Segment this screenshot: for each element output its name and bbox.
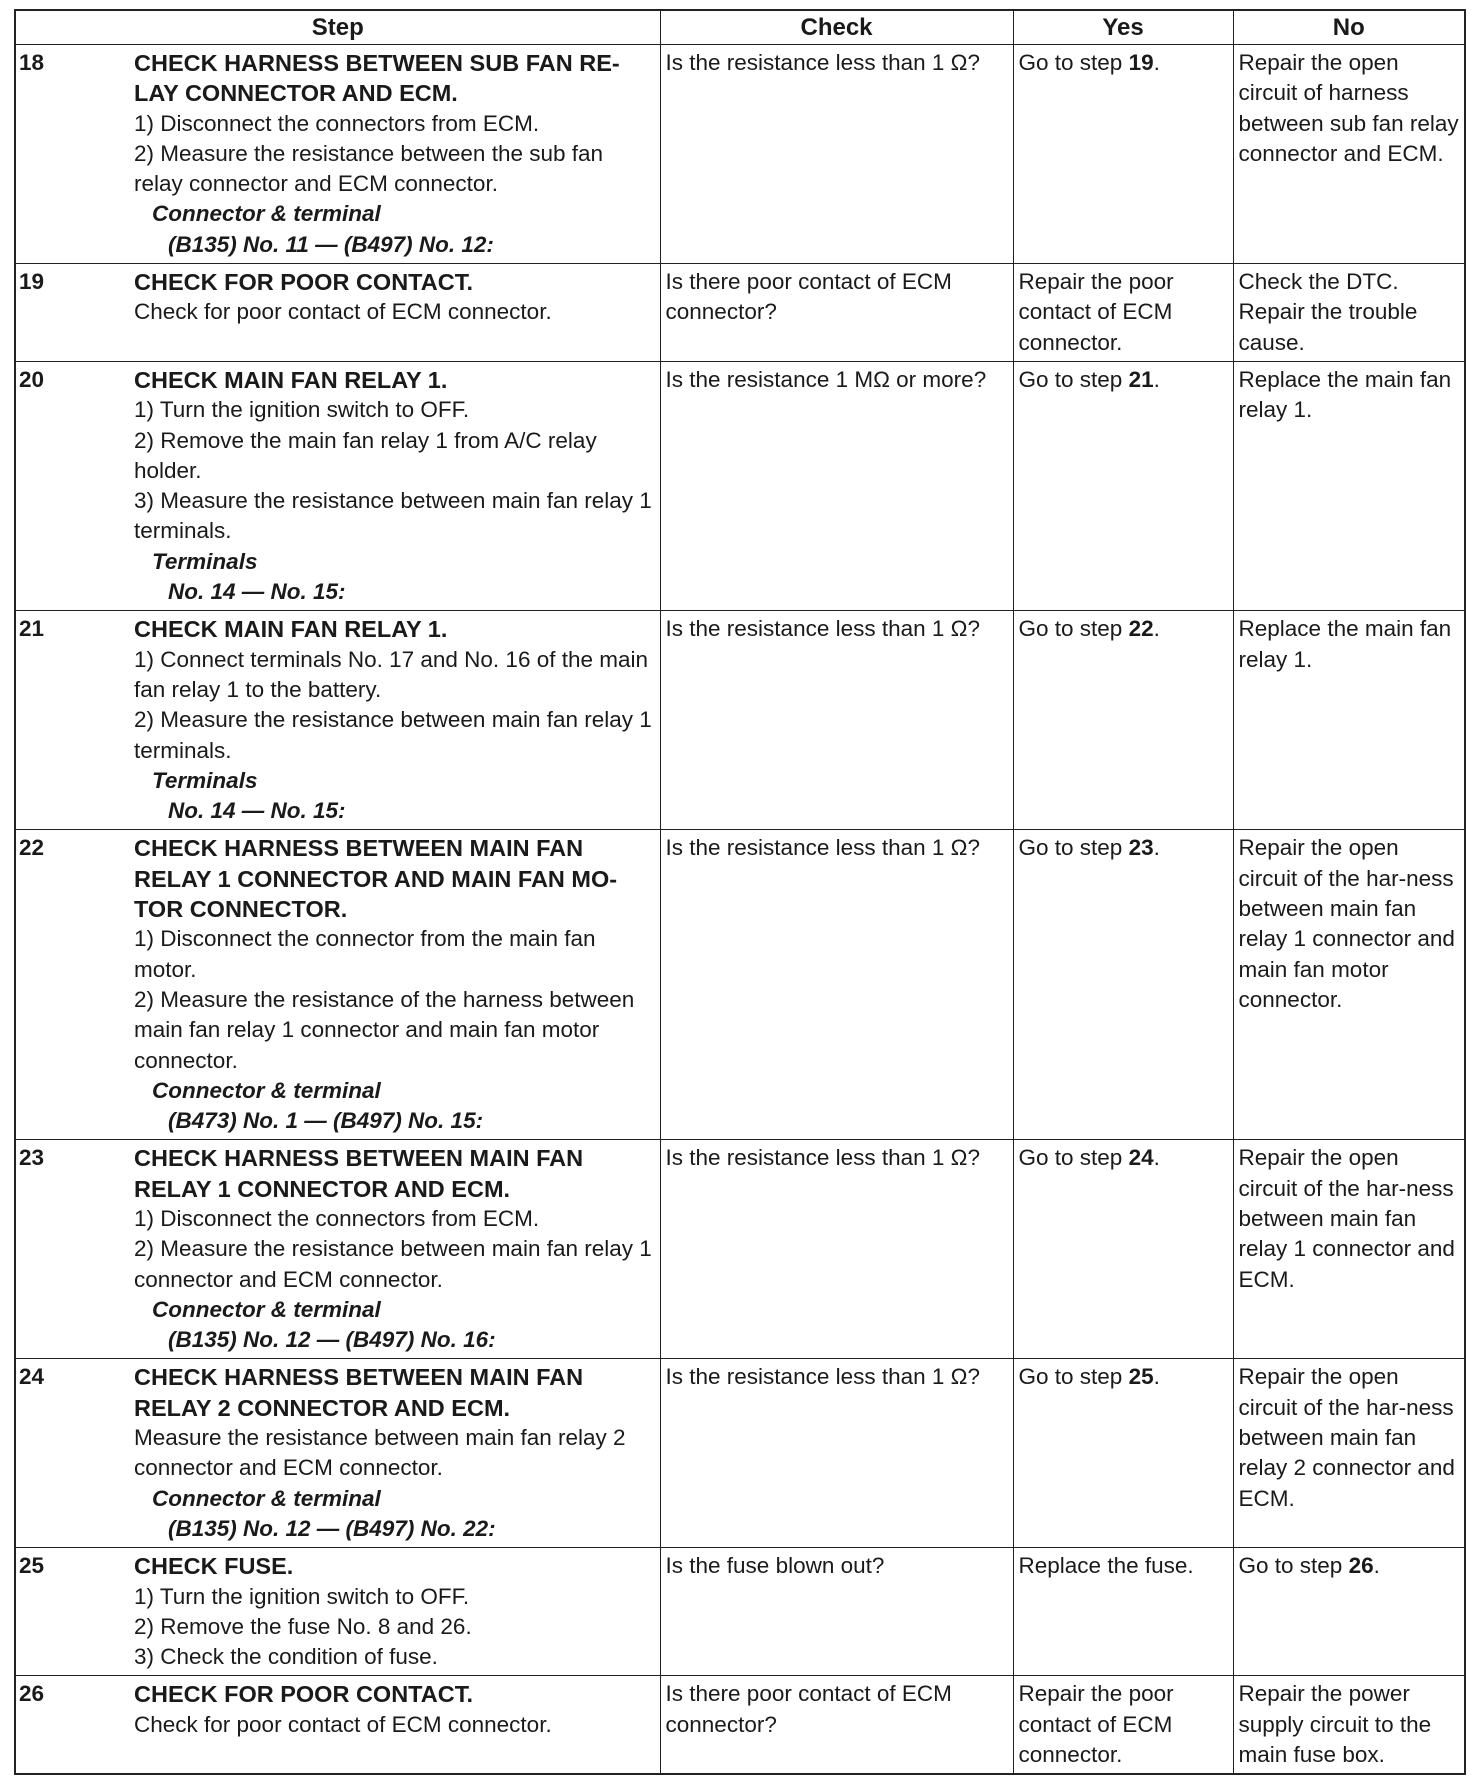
table-row [15,1548,1465,1676]
spec-value: No. 14 — No. 15: [168,579,346,605]
step-description [132,264,660,362]
yes-step-ref: 22 [1128,616,1154,642]
yes-prefix: Go to step [1018,1364,1129,1390]
spec-value: (B135) No. 12 — (B497) No. 16: [168,1327,496,1353]
step-instruction: 2) Measure the resistance of the harness between main fan relay 1 connector and main fan motor connector. [134,986,635,1073]
spec-label: Terminals [152,548,258,574]
step-instruction: 1) Connect terminals No. 17 and No. 16 of the main fan relay 1 to the battery. [134,646,649,702]
no-text: Repair the open circuit of the har-ness between main fan relay 1 connector and main fan motor connector. [1238,835,1455,1012]
step-instruction: 1) Disconnect the connector from the main fan motor. [134,926,596,982]
step-number: 25 [15,1548,132,1676]
yes-action [1013,45,1233,264]
spec-value: (B473) No. 1 — (B497) No. 15: [168,1108,484,1134]
yes-suffix: . [1153,616,1160,642]
no-text: Repair the open circuit of harness between sub fan relay connector and ECM. [1238,50,1459,166]
step-title: CHECK FOR POOR CONTACT. [134,269,474,296]
step-number: 23 [15,1140,132,1359]
table-row [15,264,1465,362]
check-question: Is the resistance less than 1 Ω? [660,830,1013,1140]
table-row [15,1676,1465,1774]
no-action [1233,1359,1465,1548]
step-description [132,361,660,610]
step-description [132,1548,660,1676]
step-description [132,1359,660,1548]
header-yes: Yes [1013,10,1233,45]
step-number: 18 [15,45,132,264]
header-check: Check [660,10,1013,45]
table-row [15,1140,1465,1359]
step-number: 19 [15,264,132,362]
yes-step-ref: 24 [1128,1145,1154,1171]
no-action [1233,611,1465,830]
step-title: CHECK MAIN FAN RELAY 1. [134,616,448,643]
no-text: Replace the main fan relay 1. [1238,366,1452,423]
step-title: CHECK FUSE. [134,1553,294,1580]
step-instruction: 1) Turn the ignition switch to OFF. [134,1583,470,1609]
spec-value: No. 14 — No. 15: [168,798,346,824]
step-description [132,45,660,264]
table-row [15,611,1465,830]
no-prefix: Go to step [1238,1553,1349,1579]
table-row [15,1359,1465,1548]
no-action [1233,361,1465,610]
yes-text: Repair the poor contact of ECM connector. [1018,1681,1174,1768]
spec-label: Connector & terminal [152,201,381,227]
step-instruction: 3) Check the condition of fuse. [134,1644,438,1670]
yes-action [1013,611,1233,830]
step-title: CHECK FOR POOR CONTACT. [134,1681,474,1708]
step-instruction: Check for poor contact of ECM connector. [134,299,552,325]
step-number: 22 [15,830,132,1140]
no-text: Repair the power supply circuit to the main fuse box. [1238,1681,1432,1768]
no-action [1233,264,1465,362]
yes-step-ref: 23 [1128,835,1154,861]
yes-suffix: . [1153,366,1160,392]
yes-action [1013,1548,1233,1676]
no-action [1233,1140,1465,1359]
no-action [1233,45,1465,264]
step-instruction: 1) Disconnect the connectors from ECM. [134,1205,540,1231]
step-instruction: 1) Turn the ignition switch to OFF. [134,397,470,423]
step-instruction: 3) Measure the resistance between main fan relay 1 terminals. [134,488,652,544]
check-question: Is the fuse blown out? [660,1548,1013,1676]
step-title: CHECK HARNESS BETWEEN MAIN FAN RELAY 1 CONNECTOR AND ECM. [134,1145,584,1202]
yes-prefix: Go to step [1018,1145,1129,1171]
step-instruction: 2) Remove the main fan relay 1 from A/C relay holder. [134,427,597,483]
yes-prefix: Go to step [1018,835,1129,861]
yes-action [1013,1676,1233,1774]
yes-prefix: Go to step [1018,366,1129,392]
spec-value: (B135) No. 12 — (B497) No. 22: [168,1515,496,1541]
step-number: 21 [15,611,132,830]
spec-label: Terminals [152,767,258,793]
no-text: Check the DTC. Repair the trouble cause. [1238,269,1418,355]
step-description [132,1140,660,1359]
step-instruction: 2) Measure the resistance between main fan relay 1 terminals. [134,707,652,763]
no-action [1233,830,1465,1140]
yes-action [1013,264,1233,362]
table-row [15,361,1465,610]
check-question: Is the resistance less than 1 Ω? [660,1359,1013,1548]
yes-suffix: . [1153,50,1160,75]
step-instruction: 1) Disconnect the connectors from ECM. [134,110,540,136]
header-step: Step [15,10,660,45]
header-row [15,10,1465,45]
table-row [15,830,1465,1140]
step-description [132,1676,660,1774]
step-number: 20 [15,361,132,610]
step-description [132,830,660,1140]
step-title: CHECK HARNESS BETWEEN SUB FAN RE-LAY CONNECTOR AND ECM. [134,50,620,107]
step-instruction: Check for poor contact of ECM connector. [134,1711,552,1737]
step-number: 24 [15,1359,132,1548]
no-action [1233,1676,1465,1774]
yes-suffix: . [1153,1145,1160,1171]
step-title: CHECK HARNESS BETWEEN MAIN FAN RELAY 2 CONNECTOR AND ECM. [134,1364,584,1421]
yes-action [1013,361,1233,610]
step-instruction: Measure the resistance between main fan relay 2 connector and ECM connector. [134,1425,626,1481]
check-question: Is the resistance 1 MΩ or more? [660,361,1013,610]
yes-suffix: . [1153,1364,1160,1390]
yes-step-ref: 19 [1128,50,1154,75]
no-suffix: . [1373,1553,1380,1579]
check-question: Is the resistance less than 1 Ω? [660,1140,1013,1359]
troubleshooting-sheet [14,9,1464,1775]
check-question: Is there poor contact of ECM connector? [660,264,1013,362]
yes-action [1013,830,1233,1140]
spec-label: Connector & terminal [152,1296,381,1322]
diagnostic-table [14,9,1466,1775]
check-question: Is there poor contact of ECM connector? [660,1676,1013,1774]
yes-action [1013,1140,1233,1359]
yes-step-ref: 25 [1128,1364,1154,1390]
step-instruction: 2) Remove the fuse No. 8 and 26. [134,1613,472,1639]
no-action [1233,1548,1465,1676]
step-instruction: 2) Measure the resistance between the sub fan relay connector and ECM connector. [134,140,604,197]
table-body [15,45,1465,1775]
table-row [15,45,1465,264]
step-title: CHECK MAIN FAN RELAY 1. [134,366,448,393]
check-question: Is the resistance less than 1 Ω? [660,611,1013,830]
step-number: 26 [15,1676,132,1774]
step-instruction: 2) Measure the resistance between main fan relay 1 connector and ECM connector. [134,1236,652,1292]
spec-label: Connector & terminal [152,1077,381,1103]
yes-text: Replace the fuse. [1018,1553,1194,1579]
check-question: Is the resistance less than 1 Ω? [660,45,1013,264]
yes-prefix: Go to step [1018,50,1129,75]
no-text: Replace the main fan relay 1. [1238,616,1452,672]
yes-suffix: . [1153,835,1160,861]
header-no: No [1233,10,1465,45]
yes-prefix: Go to step [1018,616,1129,642]
no-text: Repair the open circuit of the har-ness between main fan relay 2 connector and ECM. [1238,1364,1455,1511]
step-description [132,611,660,830]
spec-label: Connector & terminal [152,1485,381,1511]
yes-action [1013,1359,1233,1548]
step-title: CHECK HARNESS BETWEEN MAIN FAN RELAY 1 CONNECTOR AND MAIN FAN MO-TOR CONNECTOR. [134,835,618,923]
spec-value: (B135) No. 11 — (B497) No. 12: [168,231,494,257]
no-text: Repair the open circuit of the har-ness between main fan relay 1 connector and ECM. [1238,1145,1455,1292]
no-step-ref: 26 [1348,1553,1374,1579]
yes-step-ref: 21 [1128,366,1154,392]
yes-text: Repair the poor contact of ECM connector. [1018,269,1174,355]
